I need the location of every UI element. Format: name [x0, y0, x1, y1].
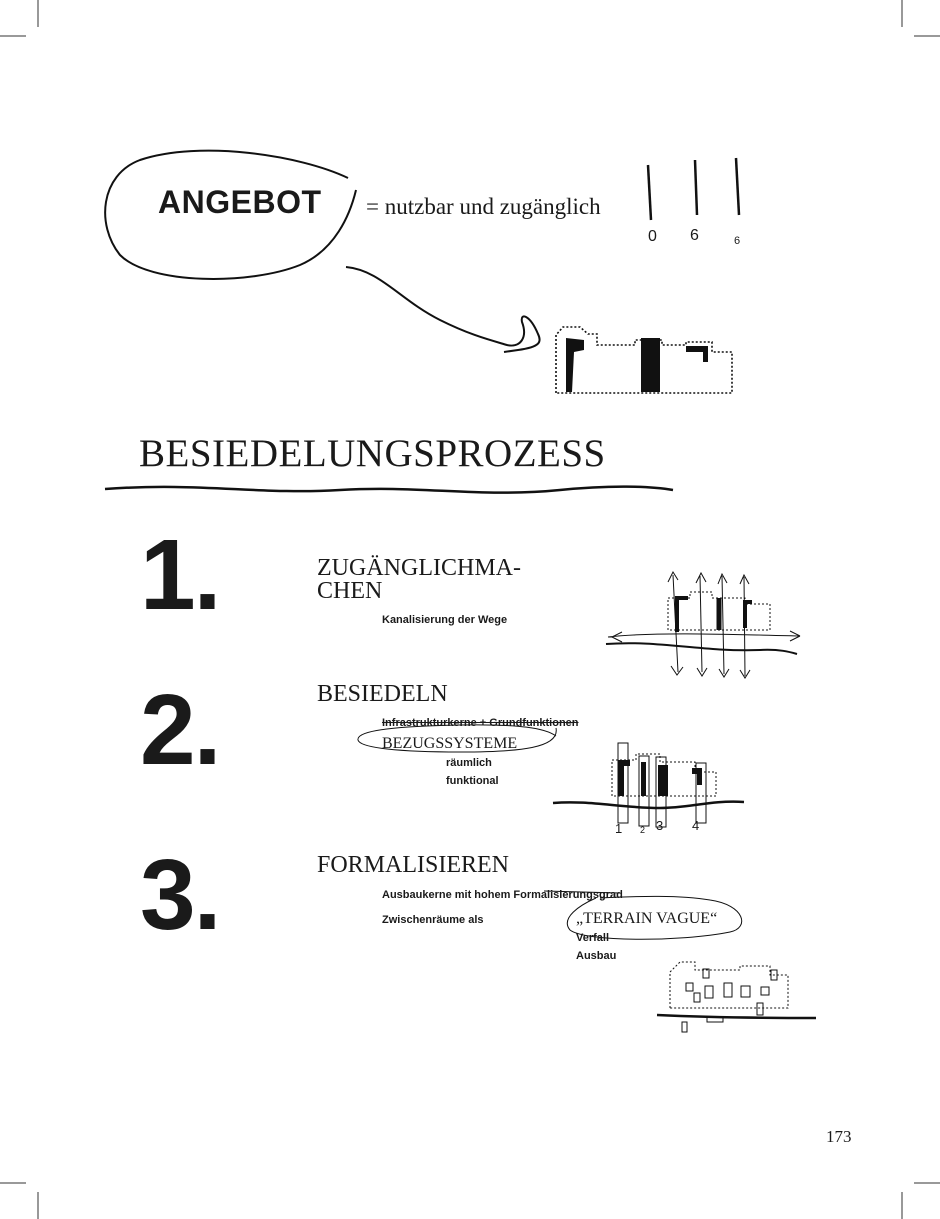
step3-subitem-1: Verfall [576, 932, 610, 944]
tally-label-3: 6 [734, 235, 741, 247]
heading-underline [105, 487, 673, 493]
step2-sketch [553, 743, 744, 827]
step1-sketch [606, 572, 800, 678]
step2-sketch-label-3: 3 [656, 818, 664, 833]
step3-title: FORMALISIEREN [317, 852, 510, 878]
step3-number: 3. [140, 839, 220, 951]
step2-subitem-2: funktional [446, 775, 499, 787]
page-number: 173 [826, 1127, 852, 1146]
step1-title-line1: ZUGÄNGLICHMA- [317, 555, 521, 581]
step2-sketch-label-1: 1 [615, 821, 623, 836]
step1-number: 1. [140, 519, 220, 631]
tally-sketch [648, 158, 739, 220]
step2-keyword: BEZUGSSYSTEME [382, 735, 518, 752]
connector-squiggle [346, 267, 540, 352]
step2-sketch-label-2: 2 [640, 825, 646, 835]
building-sketch-top [556, 327, 732, 393]
tally-label-2: 6 [690, 227, 699, 244]
step3-subitem-2: Ausbau [576, 950, 617, 962]
step2-note: Infrastrukturkerne + Grundfunktionen [382, 717, 579, 729]
step2-subitem-1: räumlich [446, 757, 492, 769]
step3-note-2: Zwischenräume als [382, 914, 484, 926]
step3-note: Ausbaukerne mit hohem Formalisierungsgrad [382, 889, 623, 901]
step3-keyword: „TERRAIN VAGUE“ [576, 910, 718, 927]
step1-title-line2: CHEN [317, 578, 383, 604]
tally-label-1: 0 [648, 228, 657, 245]
main-heading: BESIEDELUNGSPROZESS [139, 432, 606, 475]
step2-sketch-label-4: 4 [692, 818, 700, 833]
angebot-label: ANGEBOT [158, 184, 322, 220]
step3-sketch [657, 962, 816, 1032]
step1-note: Kanalisierung der Wege [382, 614, 508, 626]
step2-title: BESIEDELN [317, 681, 448, 707]
step2-number: 2. [140, 674, 220, 786]
angebot-definition: = nutzbar und zugänglich [366, 194, 601, 219]
